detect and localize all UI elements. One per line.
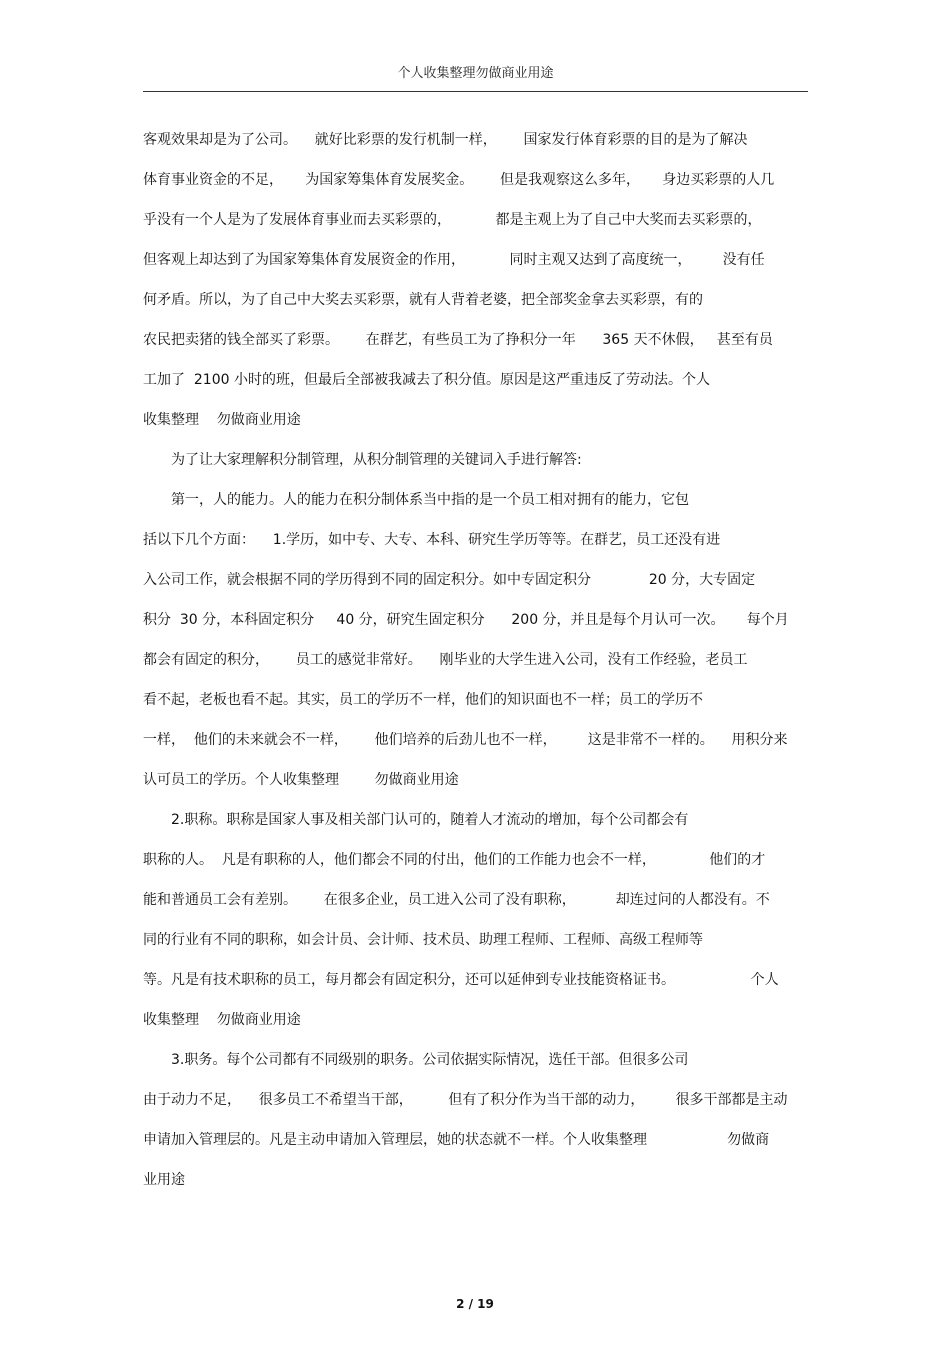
- text-line: 3.职务。每个公司都有不同级别的职务。公司依据实际情况，选任干部。但很多公司: [171, 1052, 689, 1068]
- text-line: 体育事业资金的不足， 为国家筹集体育发展奖金。 但是我观察这么多年， 身边买彩票的人几: [143, 172, 775, 188]
- text-line: 一样， 他们的未来就会不一样， 他们培养的后劲儿也不一样， 这是非常不一样的。 用积分来: [143, 732, 788, 748]
- text-line: 为了让大家理解积分制管理，从积分制管理的关键词入手进行解答:: [171, 452, 582, 468]
- text-line: 等。凡是有技术职称的员工，每月都会有固定积分，还可以延伸到专业技能资格证书。 个人: [143, 972, 779, 988]
- text-line: 收集整理 勿做商业用途: [143, 1012, 301, 1028]
- text-line: 农民把卖猪的钱全部买了彩票。 在群艺，有些员工为了挣积分一年 365 天不休假， 甚至有员: [143, 332, 773, 348]
- text-line: 收集整理 勿做商业用途: [143, 412, 301, 428]
- text-line: 入公司工作，就会根据不同的学历得到不同的固定积分。如中专固定积分 20 分，大专固定: [143, 572, 756, 588]
- text-line: 同的行业有不同的职称，如会计员、会计师、技术员、助理工程师、工程师、高级工程师等: [143, 932, 703, 948]
- document-body: [143, 130, 808, 1210]
- text-line: 看不起，老板也看不起。其实，员工的学历不一样，他们的知识面也不一样；员工的学历不: [143, 692, 703, 708]
- text-line: 积分 30 分，本科固定积分 40 分，研究生固定积分 200 分，并且是每个月认可一次。 每个月: [143, 612, 789, 628]
- text-line: 申请加入管理层的。凡是主动申请加入管理层，她的状态就不一样。个人收集整理 勿做商: [143, 1132, 770, 1148]
- text-line: 第一，人的能力。人的能力在积分制体系当中指的是一个员工相对拥有的能力，它包: [171, 492, 689, 508]
- text-line: 能和普通员工会有差别。 在很多企业，员工进入公司了没有职称， 却连过问的人都没有。不: [143, 892, 770, 908]
- text-line: 何矛盾。所以，为了自己中大奖去买彩票，就有人背着老婆，把全部奖金拿去买彩票，有的: [143, 292, 703, 308]
- page-header: 个人收集整理勿做商业用途: [397, 66, 554, 81]
- text-line: 客观效果却是为了公司。 就好比彩票的发行机制一样， 国家发行体育彩票的目的是为了解决: [143, 132, 748, 148]
- text-line: 都会有固定的积分， 员工的感觉非常好。 刚毕业的大学生进入公司，没有工作经验，老员工: [143, 652, 748, 668]
- text-line: 乎没有一个人是为了发展体育事业而去买彩票的， 都是主观上为了自己中大奖而去买彩票的，: [143, 212, 762, 228]
- text-line: 职称的人。 凡是有职称的人，他们都会不同的付出，他们的工作能力也会不一样， 他们的才: [143, 852, 766, 868]
- text-line: 但客观上却达到了为国家筹集体育发展资金的作用， 同时主观又达到了高度统一， 没有任: [143, 252, 765, 268]
- text-line: 括以下几个方面： 1.学历，如中专、大专、本科、研究生学历等等。在群艺，员工还没有进: [143, 532, 721, 548]
- header-divider: [143, 91, 808, 92]
- text-line: 认可员工的学历。个人收集整理 勿做商业用途: [143, 772, 459, 788]
- page-number: 2 / 19: [456, 1297, 494, 1311]
- text-line: 工加了 2100 小时的班，但最后全部被我减去了积分值。原因是这严重违反了劳动法。个人: [143, 372, 710, 388]
- text-line: 由于动力不足， 很多员工不希望当干部， 但有了积分作为当干部的动力， 很多干部都是主动: [143, 1092, 788, 1108]
- text-line: 业用途: [143, 1172, 185, 1188]
- text-line: 2.职称。职称是国家人事及相关部门认可的，随着人才流动的增加，每个公司都会有: [171, 812, 689, 828]
